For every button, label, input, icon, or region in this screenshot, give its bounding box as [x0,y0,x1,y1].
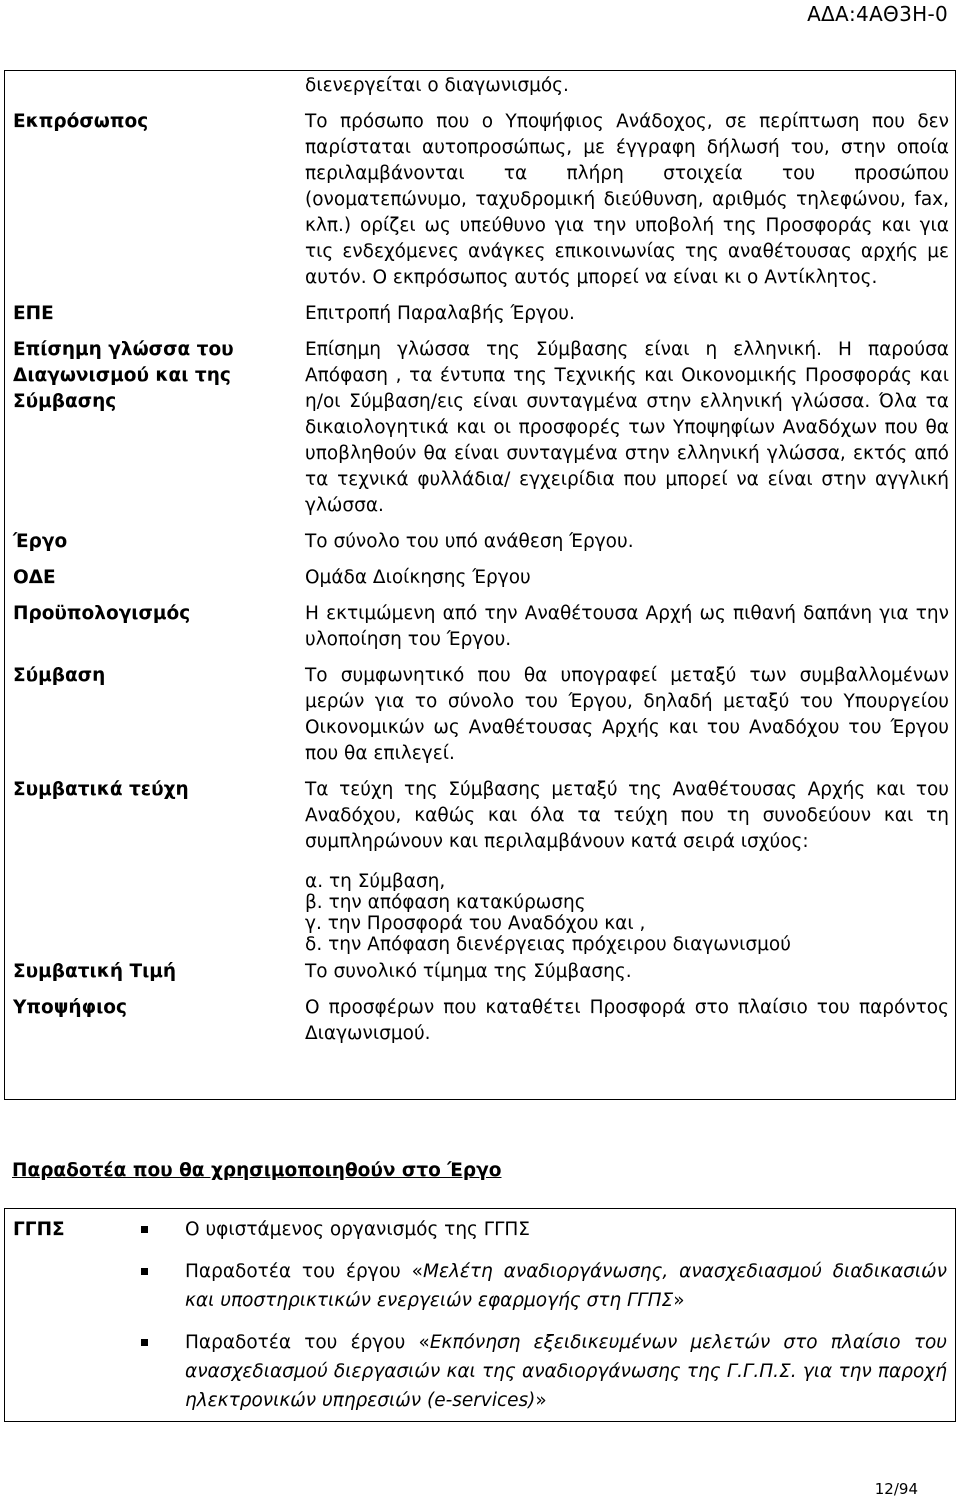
deliverables-list [127,1209,956,1422]
table-row [5,519,956,555]
definition-text: Το συμφωνητικό που θα υπογραφεί μεταξύ των συμβαλλομένων μερών για το σύνολο του Έργου, δηλαδή μεταξύ του Υπουργείου Οικονομικών ως Αναθέτουσας Αρχής και του Αναδόχου του Έργου που θα επιλεγεί. [297,653,956,767]
table-row [5,291,956,327]
list-item: α. τη Σύμβαση, [305,871,446,892]
table-row [5,653,956,767]
square-bullet-icon [141,1226,148,1233]
list-item: δ. την Απόφαση διενέργειας πρόχειρου διαγωνισμού [305,934,791,955]
contract-documents-list [305,871,949,955]
list-item: Παραδοτέα του έργου «Εκπόνηση εξειδικευμένων μελετών στο πλαίσιο του ανασχεδιασμού διεργασιών και της αναδιοργάνωσης της Γ.Γ.Π.Σ. για την παροχή ηλεκτρονικών υπηρεσιών (e-services)» [141,1328,947,1415]
definition-term: Σύμβαση [5,653,298,767]
definition-text: Επίσημη γλώσσα της Σύμβασης είναι η ελληνική. Η παρούσα Απόφαση , τα έντυπα της Τεχνικής και Οικονομικής Προσφοράς και η/οι Σύμβαση/εις είναι συνταγμένα στην ελληνική γλώσσα. Όλα τα δικαιολογητικά και οι προσφορές των Υποψηφίων Αναδόχων που θα υποβληθούν θα είναι συνταγμένα στην ελληνική γλώσσα, εκτός από τα τεχνικά φυλλάδια/ εγχειρίδια που μπορεί να είναι στην αγγλική γλώσσα. [297,327,956,519]
table-row [5,1209,956,1422]
list-item: Ο υφιστάμενος οργανισμός της ΓΓΠΣ [141,1215,947,1244]
definition-term: Επίσημη γλώσσα του Διαγωνισμού και της Σύμβασης [5,327,298,519]
table-row [5,71,956,100]
definition-term: Προϋπολογισμός [5,591,298,653]
definition-text: Ομάδα Διοίκησης Έργου [297,555,956,591]
definition-term: ΟΔΕ [5,555,298,591]
definition-text: Το σύνολο του υπό ανάθεση Έργου. [297,519,956,555]
definition-term: Έργο [5,519,298,555]
list-item: Παραδοτέα του έργου «Μελέτη αναδιοργάνωσης, ανασχεδιασμού διαδικασιών και υποστηρικτικών ενεργειών εφαρμογής στη ΓΓΠΣ» [141,1257,947,1315]
definition-term: Συμβατικά τεύχη [5,767,298,955]
definition-term: ΕΠΕ [5,291,298,327]
intro-continuation: διενεργείται ο διαγωνισμός. [297,71,956,100]
table-row [5,955,956,985]
deliverables-table [4,1208,956,1422]
definitions-table [4,70,956,1100]
definition-term: Υποψήφιος [5,985,298,1100]
table-row [5,767,956,955]
deliverables-term: ΓΓΠΣ [13,1219,65,1240]
definition-text: Η εκτιμώμενη από την Αναθέτουσα Αρχή ως πιθανή δαπάνη για την υλοποίηση του Έργου. [297,591,956,653]
definition-term: Εκπρόσωπος [5,99,298,291]
definition-term: Συμβατική Τιμή [5,955,298,985]
table-row [5,591,956,653]
page-number: 12/94 [874,1480,918,1498]
table-row [5,555,956,591]
square-bullet-icon [141,1268,148,1275]
definition-text: Ο προσφέρων που καταθέτει Προσφορά στο πλαίσιο του παρόντος Διαγωνισμού. [297,985,956,1100]
definition-text: Επιτροπή Παραλαβής Έργου. [297,291,956,327]
definition-text: Τα τεύχη της Σύμβασης μεταξύ της Αναθέτουσας Αρχής και του Αναδόχου, καθώς και όλα τα τεύχη που τη συνοδεύουν και τη συμπληρώνουν και περιλαμβάνουν κατά σειρά ισχύος: [305,779,949,852]
table-row [5,99,956,291]
definition-text: Το πρόσωπο που ο Υποψήφιος Ανάδοχος, σε περίπτωση που δεν παρίσταται αυτοπροσώπως, με έγγραφη δήλωσή του, στην οποία περιλαμβάνονται τα πλήρη στοιχεία του προσώπου (ονοματεπώνυμο, ταχυδρομική διεύθυνση, αριθμός τηλεφώνου, fax, κλπ.) ορίζει ως υπεύθυνο για την υποβολή της Προσφοράς και για τις ενδεχόμενες ανάγκες επικοινωνίας της αναθέτουσας αρχής με αυτόν. Ο εκπρόσωπος αυτός μπορεί να είναι κι ο Αντίκλητος. [297,99,956,291]
table-row [5,985,956,1100]
table-row [5,327,956,519]
definition-text-with-list [297,767,956,955]
document-id: ΑΔΑ:4ΑΘ3Η-0 [807,2,948,26]
list-item: γ. την Προσφορά του Αναδόχου και , [305,913,646,934]
definition-text: Το συνολικό τίμημα της Σύμβασης. [297,955,956,985]
square-bullet-icon [141,1339,148,1346]
section-title: Παραδοτέα που θα χρησιμοποιηθούν στο Έργο [12,1160,502,1181]
list-item: β. την απόφαση κατακύρωσης [305,892,586,913]
